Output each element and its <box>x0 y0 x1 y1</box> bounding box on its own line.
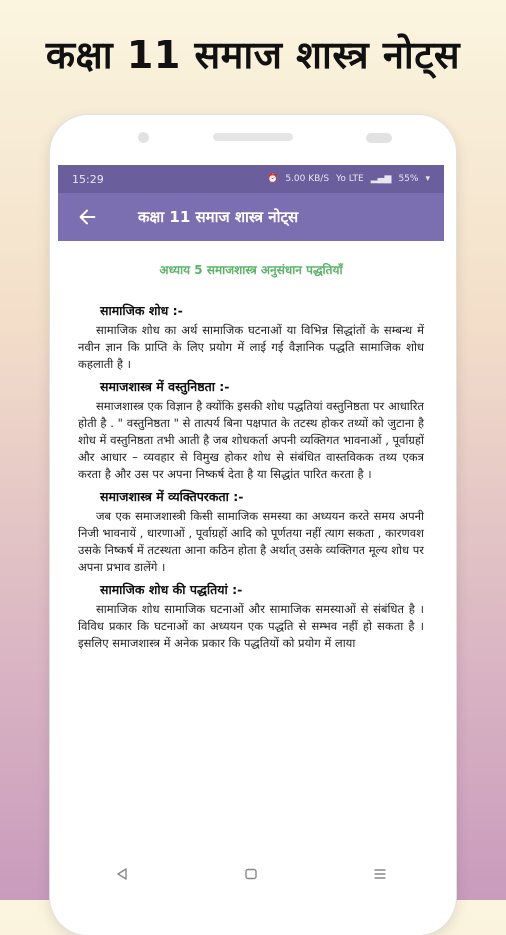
notes-body <box>58 302 444 652</box>
section-paragraph: सामाजिक शोध सामाजिक घटनाओं और सामाजिक समस्याओं से संबंधित है । विविध प्रकार कि घटनाओं का अध्ययन एक पद्धति से सम्भव नहीं हो सकता है । इसलिए समाजशास्त्र में अनेक प्रकार कि पद्धतियों को प्रयोग में लाया <box>78 602 424 650</box>
app-screen <box>58 165 444 935</box>
section-paragraph: सामाजिक शोध का अर्थ सामाजिक घटनाओं या विभिन्न सिद्धांतों के सम्बन्ध में नवीन ज्ञान कि प्राप्ति के लिए प्रयोग में लाई गई वैज्ञानिक पद्धति सामाजिक शोध कहलाती है । <box>78 323 424 371</box>
chapter-title: अध्याय 5 समाजशास्त्र अनुसंधान पद्धतियाँ <box>159 263 343 277</box>
promo-headline: कक्षा 11 समाज शास्त्र नोट्स <box>45 33 461 77</box>
section-heading: सामाजिक शोध :- <box>100 303 183 318</box>
triangle-back-icon <box>115 867 129 881</box>
section-heading: समाजशास्त्र में व्यक्तिपरकता :- <box>100 489 244 504</box>
nav-home-button[interactable] <box>231 861 271 887</box>
section-paragraph: समाजशास्त्र एक विज्ञान है क्योंकि इसकी शोध पद्धतियां वस्तुनिष्ठता पर आधारित होती है . " वस्तुनिष्ठता " से तात्पर्य बिना पक्षपात के तटस्थ होकर तथ्यों को जुटाना है शोध में वस्तुनिष्ठता तभी आती है जब शोधकर्ता अपनी व्यक्तिगत भावनाओं , पूर्वाग्रहों और आधार – व्यवहार से विमुख होकर शोध से संबंधित वास्तविकक तथ्य एकत्र करता है और उस पर अपना निष्कर्ष देता है या सिद्धांत पारित करता है । <box>78 399 424 481</box>
nav-recents-button[interactable] <box>360 861 400 887</box>
network-speed: 5.00 KB/S <box>285 174 330 184</box>
app-title: कक्षा 11 समाज शास्त्र नोट्स <box>138 208 299 226</box>
app-bar <box>58 193 444 241</box>
phone-frame <box>50 115 456 935</box>
arrow-left-icon[interactable] <box>76 206 98 228</box>
notes-content[interactable] <box>58 241 444 881</box>
battery-icon: ▾ <box>425 174 430 184</box>
menu-lines-icon <box>373 867 387 881</box>
phone-sensor <box>366 133 392 143</box>
system-nav-bar <box>58 853 444 935</box>
phone-speaker <box>213 133 293 141</box>
status-time: 15:29 <box>72 172 104 186</box>
square-home-icon <box>244 867 258 881</box>
battery-level: 55% <box>398 174 419 184</box>
section-paragraph: जब एक समाजशास्त्री किसी सामाजिक समस्या का अध्ययन करते समय अपनी निजी भावनायें , धारणाओं , पूर्वाग्रहों आदि को पूर्णतया नहीं त्याग सकता , कारणवश उसके निष्कर्ष में तटस्थता आना कठिन होता है अर्थात् उसके व्यक्तिगत मूल्य शोध पर अपना प्रभाव डालेंगे । <box>78 509 424 574</box>
status-icons <box>267 174 430 184</box>
signal-icon: ▂▄▆ <box>370 174 392 184</box>
alarm-icon: ⏰ <box>267 174 279 184</box>
status-bar <box>58 165 444 193</box>
nav-back-button[interactable] <box>102 861 142 887</box>
section-heading: समाजशास्त्र में वस्तुनिष्ठता :- <box>100 379 230 394</box>
section-heading: सामाजिक शोध की पद्धतियां :- <box>100 582 243 597</box>
phone-camera <box>138 132 149 143</box>
network-type: Yo LTE <box>336 174 364 184</box>
